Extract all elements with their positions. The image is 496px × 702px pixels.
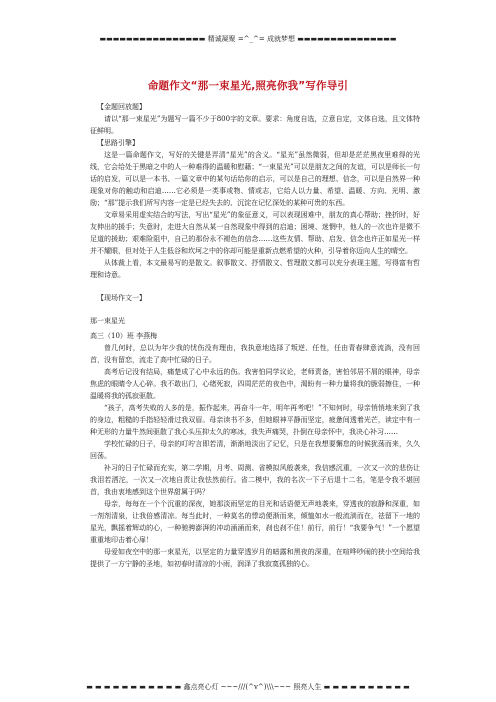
analysis-paragraph: 从体裁上看，本文最易写的是散文。叙事散文、抒情散文、哲理散文都可以充分表现主题，写得富有哲理和诗意。 <box>90 259 420 279</box>
analysis-paragraph: 文章易采用虚实结合的写法，写出“星光”的象征意义，可以表现困难中，朋友的真心帮助；挫折时，好友伸出的援手；失意时，走进大自然从某一自然现象中得到的启迪；困境、迷惘中，他人的一次也许是微不足道的援助；艰难险阻中，自己的那份永不褪色的信念……这些友情、帮助、启发、信念也许正如星光一样并不耀眼，但对处于人生低谷和坎坷之中的你却可能是重新点燃希望的火种，引导着你迈向人生的晴空。 <box>90 211 420 255</box>
footer-banner: ▬ ▬ ▬ ▬ ▬ ▬ ▬ ▬ ▬ ▬ ▬ 鑫点亮心灯 ~~~///(^v^)\\\~~~ 照亮人生 ▬ ▬ ▬ ▬ ▬ ▬ ▬ ▬ ▬ ▬ <box>86 683 410 691</box>
essay-paragraph: 母爱如夜空中的那一束星光，以坚定的力量穿透岁月的暗露和黑夜的深重，在喧哗吵闹的狭小空间给我提供了一方宁静的圣地，如初春时清凉的小雨，润泽了我寂寞孤独的心。 <box>90 548 420 568</box>
essay-paragraph: 学校忙碌的日子，母亲的叮咛言即若清，渐渐地淡出了记忆，只是在我想要懈怠的时候犹荡而来，久久回荡。 <box>90 440 420 460</box>
page-title: 命题作文“那一束星光,照亮你我”写作导引 <box>147 80 349 92</box>
essay-title: 那一束星光 <box>90 317 125 325</box>
article-body <box>90 101 420 570</box>
essay-paragraph: “孩子，高考失败的人多的是，振作起来，再奋斗一年，明年再考吧！”不知何时，母亲悄悄地来到了我的身边，粗糙的手指轻轻滑过我双眉。母亲读书不多，但她眼神平静而坚定，疲惫间透着光芒，读定中有一种无形的力量牛然间驱散了我心头压抑太久的寒冰，我失声痛哭，扑倒在母亲怀中，我决心补习…… <box>90 404 420 436</box>
section-heading-thinking: 【思路引擎】 <box>97 139 139 147</box>
section-heading-topic: 【金题回放题】 <box>97 103 146 111</box>
prompt-paragraph: 请以“那一束星光”为题写一篇不少于800字的文章。要求：角度自选，立意自定，文体自选，且文体特征鲜明。 <box>90 115 420 135</box>
essay-paragraph: 高考后记没有结局，痛楚成了心中永远的伤。我害怕同学议论，老师责备，害怕邻居不屑的眼神，母亲焦虑的眼睛令人心碎。我不敢出门，心绪死寂，四周茫茫的夜色中，渴盼有一种力量将我的脆弱擦住，一种温暖将我的孤寂驱散。 <box>90 368 420 400</box>
header-banner: ▬▬▬▬▬▬▬▬▬▬▬▬▬▬▬▬ 精诚凝聚 =^_^= 成就梦想 ▬▬▬▬▬▬▬▬▬▬▬▬▬▬▬ <box>99 35 397 43</box>
essay-paragraph: 曾几何时，总以为年少我的忧伤没有理由，我执意地选择了叛逆、任性，任由青春肆意流淌，没有回首，没有留恋，流走了高中忙碌的日子。 <box>90 344 420 364</box>
essay-paragraph: 补习的日子忙碌而充实，第二学期，月考、周测、省模拟风般袭来，我信感沉重，一次又一次的悲伤让我泪若洒沱，一次又一次地自责让我怯然前行。省二模中，我的名次一下子后退十二名，笔是令我不堪回首，我由衷地感到这个世界甜属于吗？ <box>90 464 420 496</box>
analysis-paragraph: 这是一篇命题作文，写好的关键是弄清“星光”的含义。“星光”虽然微弱，但却是茫茫黑夜里难得的光线，它会给处于黑暗之中的人一种难得的温暖和慰藉；“一束星光”可以是朋友之间的友谊，可以是师长一句话的启发，可以是一本书、一篇文章中的某句话给你的启示，可以是自己的理想、信念，可以是自然界一种现象对你的触动和启迪……它必须是一类事或物、情或志，它给人以力量、希望、温暖、方向、光明、激励；“那”提示我们所写内容一定是已经失去的、沉淀在记忆深处的某种可贵的东西。 <box>90 151 420 207</box>
essay-author: 高三（10）班 李燕梅 <box>90 332 158 340</box>
section-heading-essay: 【现场作文一】 <box>97 294 146 302</box>
essay-paragraph: 母亲，每每在一个个沉重的深夜，她那淡雨坚定的目光和话语便无声地袭来，穿透夜的寂静和深重，如一剂剂清泉，让我倍感清凉。每当此时，一种莫名的悸动便渐而来，倾恤如水一般流淌而在，祛留下一地的星光，飘摇着辉动的心，一种驰骋澎湃的冲动涌涌而来，刹也刹不住！前行，前行！“我要争气！”一个愿望重重地印击着心扉！ <box>90 500 420 544</box>
